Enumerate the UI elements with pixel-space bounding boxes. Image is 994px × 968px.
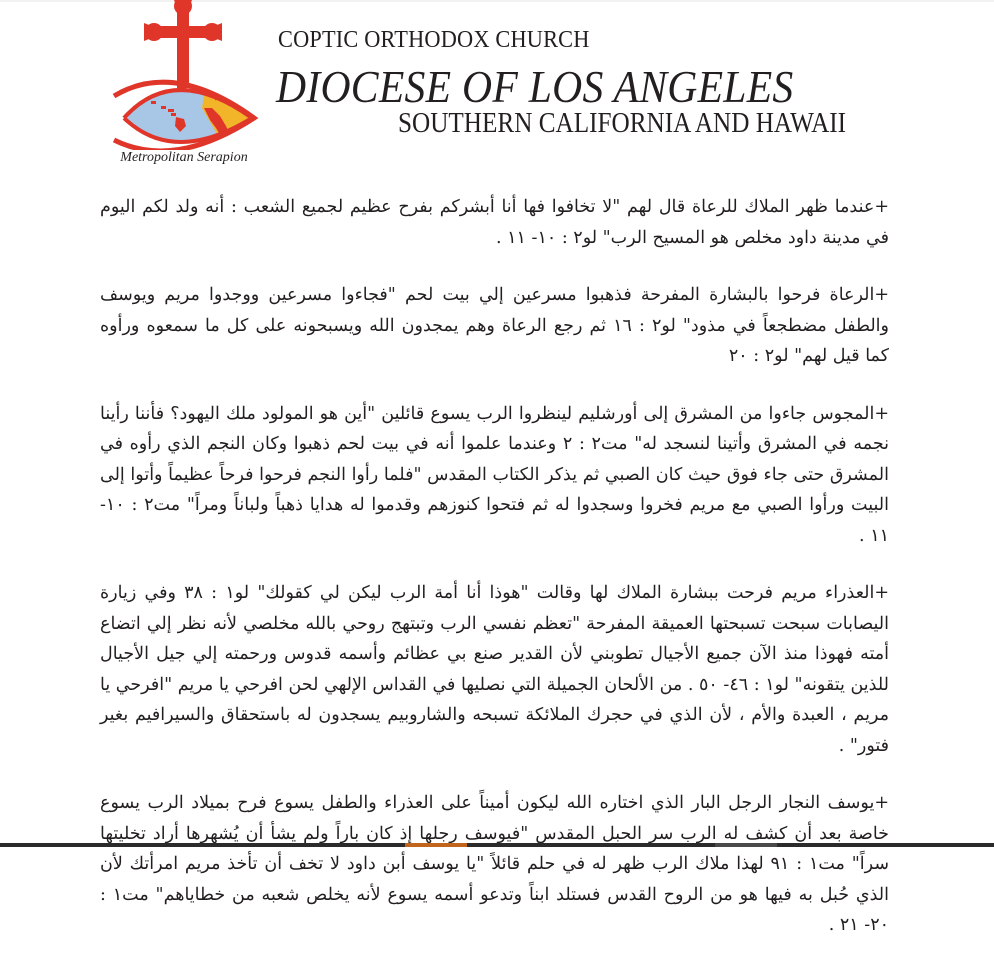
region-subtitle: SOUTHERN CALIFORNIA AND HAWAII: [398, 108, 847, 139]
paragraph-shepherds-announcement: +عندما ظهر الملاك للرعاة قال لهم "لا تخافوا فها أنا أبشركم بفرح عظيم لجميع الشعب : أنه ولد لكم اليوم في مدينة داود مخلص هو المسيح الرب" لو٢ : ١٠- ١١ .: [100, 197, 889, 248]
cross-icon: [144, 0, 222, 88]
paragraph-joseph: +يوسف النجار الرجل البار الذي اختاره الله ليكون أميناً على العذراء والطفل يسوع فرح بميلاد الرب يسوع خاصة بعد أن كشف له الرب سر الحبل المقدس "فيوسف رجلها إذ كان باراً ولم يشأ أن يُشهرها أراد تخليتها سراً" مت١ : ٩١ لهذا ملاك الرب ظهر له في حلم قائلاً "يا يوسف أبن داود لا تخف أن تأخذ مريم امرأتك لأن الذي حُبل به فيها هو من الروح القدس فستلد ابناً وتدعو أسمه يسوع لأنه يخلص شعبه من خطاياهم" مت١ : ٢٠- ٢١ .: [100, 793, 889, 935]
article-body: [100, 192, 889, 968]
logo-caption: Metropolitan Serapion: [120, 150, 248, 165]
taskbar-item[interactable]: [715, 843, 777, 847]
church-name: COPTIC ORTHODOX CHURCH: [278, 27, 590, 53]
paragraph-magi: +المجوس جاءوا من المشرق إلى أورشليم لينظروا الرب يسوع قائلين "أين هو المولود ملك اليهود؟ فأننا رأينا نجمه في المشرق وأتينا لنسجد له" مت٢ : ٢ وعندما علموا أنه في بيت لحم ذهبوا وكان النجم الذي رأوه في المشرق حتى جاء فوق حيث كان الصبي ثم يذكر الكتاب المقدس "فلما رأوا النجم فرحوا فرحاً عظيماً وأتوا إلى البيت ورأوا الصبي مع مريم فخروا وسجدوا له ثم فتحوا كنوزهم وقدموا له هدايا ذهباً ولباناً ومراً" مت٢ : ١٠- ١١ .: [100, 403, 889, 546]
taskbar-active-item[interactable]: [405, 843, 467, 847]
diocese-title: DIOCESE OF LOS ANGELES: [276, 61, 794, 112]
paragraph-virgin-mary: +العذراء مريم فرحت ببشارة الملاك لها وقالت "هوذا أنا أمة الرب ليكن لي كقولك" لو١ : ٣٨ وفي زيارة اليصابات سبحت تسبحتها العميقة المفرحة "تعظم نفسي الرب وتبتهج روحي بالله مخلصي لأنه نظر إلي اتضاع أمته فهوذا منذ الآن جميع الأجيال تطوبني لأن القدير صنع بي عظائم وأسمه قدوس ورحمته إلي جيل الأجيال للذين يتقونه" لو١ : ٤٦- ٥٠ . من الألحان الجميلة التي نصليها في القداس الإلهي لحن افرحي يا مريم "افرحي يا مريم ، العبدة والأم ، لأن الذي في حجرك الملائكة تسبحه والشاروبيم يسجدون له باستحقاق والسيرافيم بغير فتور" .: [100, 583, 889, 756]
diocese-logo: [104, 0, 264, 170]
taskbar: [0, 843, 994, 847]
paragraph-shepherds-joy: +الرعاة فرحوا بالبشارة المفرحة فذهبوا مسرعين إلي بيت لحم "فجاءوا مسرعين ووجدوا مريم ويوسف والطفل مضطجعاً في مذود" لو٢ : ١٦ ثم رجع الرعاة وهم يمجدون الله ويسبحونه على كل ما سمعوه ورأوه كما قيل لهم" لو٢ : ٢٠: [100, 285, 889, 366]
cross-fish-icon: [104, 0, 264, 150]
